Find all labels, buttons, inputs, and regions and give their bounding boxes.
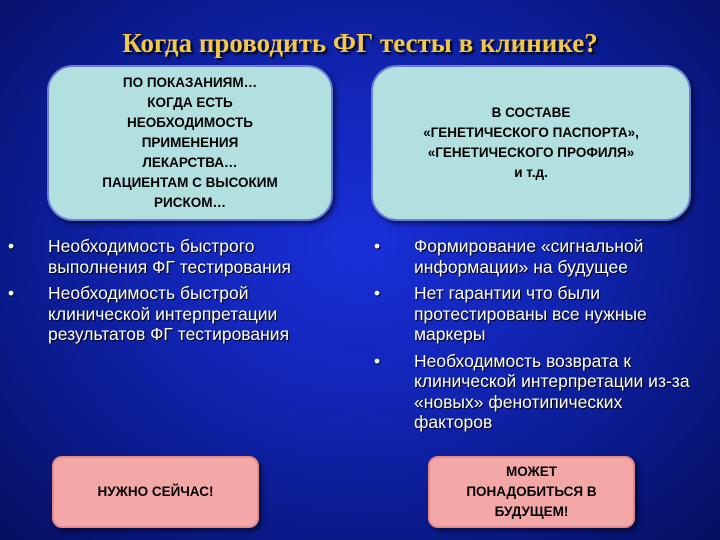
needed-now-label: НУЖНО СЕЙЧАС!: [97, 484, 214, 499]
list-item-text: Необходимость возврата к клинической интерпретации из-за «новых» фенотипических факторов: [414, 350, 690, 432]
list-item: [372, 351, 702, 433]
genetic-passport-line: В СОСТАВЕ: [491, 105, 571, 120]
genetic-passport-line: «ГЕНЕТИЧЕСКОГО ПРОФИЛЯ»: [427, 145, 635, 160]
bullet-icon: •: [374, 283, 381, 303]
indications-line: РИСКОМ…: [154, 195, 226, 210]
bullet-icon: •: [374, 236, 381, 256]
list-item-text: Формирование «сигнальной информации» на будущее: [414, 236, 644, 277]
future-need-text: [466, 462, 596, 522]
future-need-line: БУДУЩЕМ!: [494, 504, 569, 519]
list-item-text: Нет гарантии что были протестированы все нужные маркеры: [414, 283, 647, 344]
right-bullet-list: [372, 236, 702, 439]
list-item: [372, 236, 702, 277]
indications-line: ПРИМЕНЕНИЯ: [141, 135, 239, 150]
future-need-line: ПОНАДОБИТЬСЯ В: [466, 484, 597, 499]
list-item-text: Необходимость быстрого выполнения ФГ тестирования: [48, 236, 292, 277]
future-need-line: МОЖЕТ: [505, 464, 557, 479]
indications-line: ЛЕКАРСТВА…: [142, 155, 238, 170]
needed-now-box: [52, 456, 259, 528]
genetic-passport-box: [371, 65, 691, 221]
future-need-box: [428, 456, 635, 528]
indications-line: ПАЦИЕНТАМ С ВЫСОКИМ: [102, 175, 278, 190]
left-bullet-list: [6, 236, 346, 351]
genetic-passport-line: «ГЕНЕТИЧЕСКОГО ПАСПОРТА»,: [423, 125, 639, 140]
list-item: [6, 236, 346, 277]
genetic-passport-text: [423, 103, 639, 183]
indications-box: [47, 65, 333, 221]
list-item-text: Необходимость быстрой клинической интерпретации результатов ФГ тестирования: [48, 283, 290, 344]
slide-title: Когда проводить ФГ тесты в клинике?: [122, 28, 598, 58]
indications-line: ПО ПОКАЗАНИЯМ…: [122, 75, 258, 90]
indications-line: КОГДА ЕСТЬ: [147, 95, 233, 110]
bullet-icon: •: [8, 283, 15, 303]
indications-text: [102, 73, 277, 213]
list-item: [372, 283, 702, 345]
bullet-icon: •: [8, 236, 15, 256]
genetic-passport-line: и т.д.: [514, 165, 548, 180]
bullet-icon: •: [374, 350, 381, 371]
indications-line: НЕОБХОДИМОСТЬ: [126, 115, 253, 130]
list-item: [6, 283, 346, 345]
